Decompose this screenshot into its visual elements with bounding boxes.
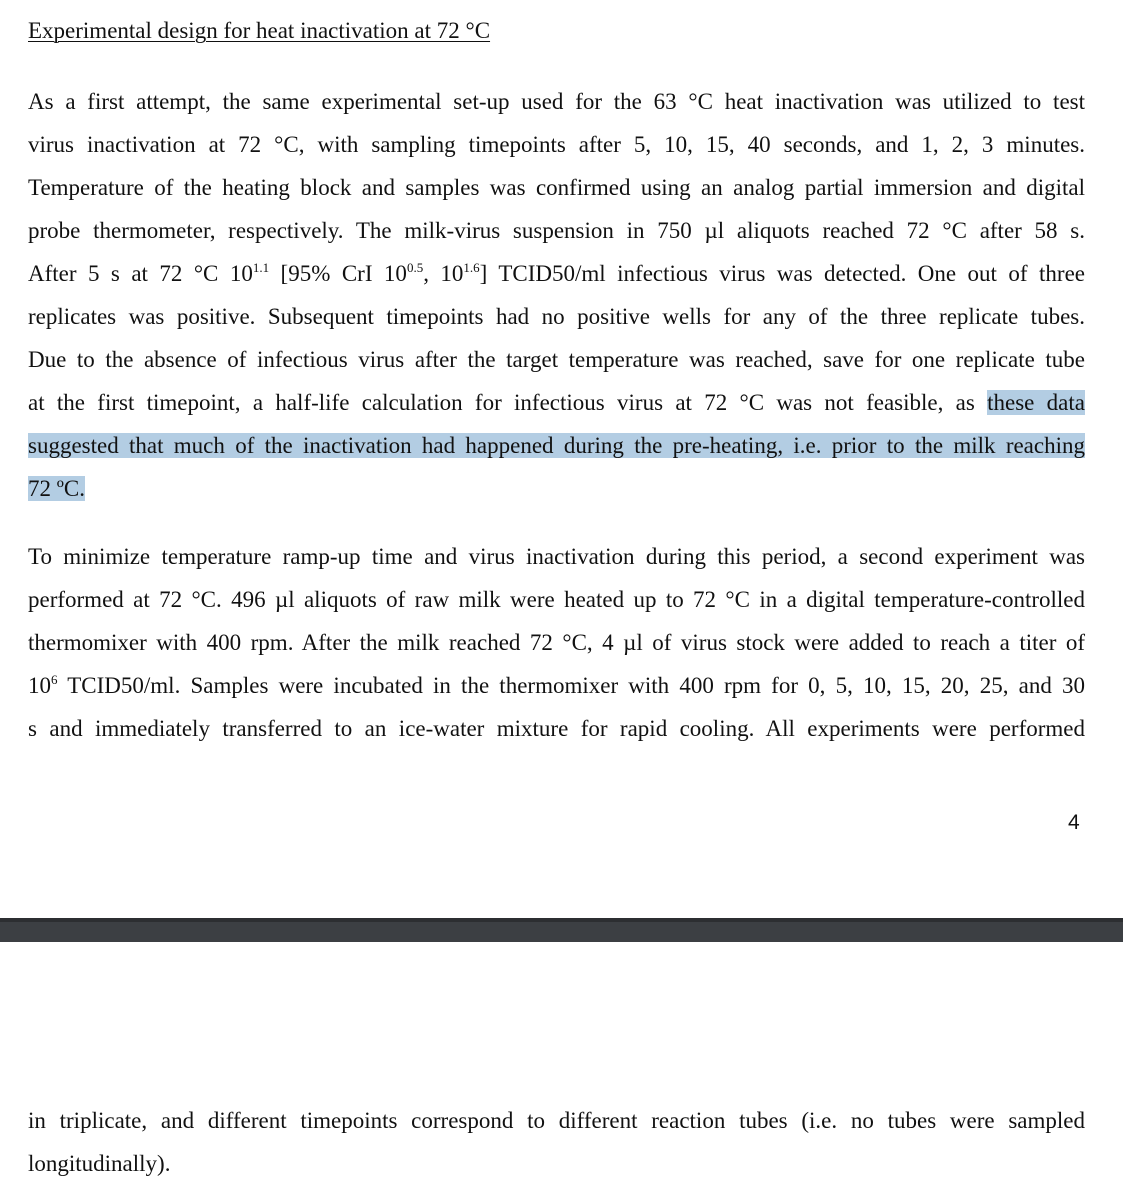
text-line-titer <box>28 664 1085 707</box>
text-line-highlighted[interactable] <box>28 467 1085 510</box>
text-line-partial-highlight[interactable] <box>28 381 1085 424</box>
text-line: thermomixer with 400 rpm. After the milk reached 72 °C, 4 µl of virus stock were added to reach a titer of <box>28 630 1085 655</box>
text-run: at the first timepoint, a half-life calculation for infectious virus at 72 °C was not feasible, as <box>28 390 988 415</box>
text-run: TCID50/ml. Samples were incubated in the thermomixer with 400 rpm for 0, 5, 10, 15, 20, 25, and 30 <box>57 673 1085 698</box>
paragraph-second-experiment <box>28 535 1085 750</box>
text-run: After 5 s at 72 °C 10 <box>28 261 253 286</box>
text-line-highlighted[interactable] <box>28 424 1085 467</box>
text-line: probe thermometer, respectively. The milk-virus suspension in 750 µl aliquots reached 72 °C after 58 s. <box>28 218 1085 243</box>
text-run: 10 <box>28 673 51 698</box>
superscript: 1.6 <box>463 260 480 275</box>
text-line: replicates was positive. Subsequent timepoints had no positive wells for any of the three replicate tubes. <box>28 304 1085 329</box>
text-run: [95% CrI 10 <box>269 261 407 286</box>
superscript: 6 <box>51 672 58 687</box>
section-heading: Experimental design for heat inactivation at 72 °C <box>28 18 491 43</box>
superscript: 1.1 <box>252 260 270 275</box>
highlighted-text[interactable]: 72 ºC. <box>28 476 85 501</box>
text-line: To minimize temperature ramp-up time and virus inactivation during this period, a second experiment was <box>28 544 1085 569</box>
text-line: longitudinally). <box>28 1151 171 1176</box>
text-line: in triplicate, and different timepoints correspond to different reaction tubes (i.e. no tubes were sampled <box>28 1108 1085 1133</box>
paragraph-first-attempt <box>28 80 1085 510</box>
text-line-titer <box>28 252 1085 295</box>
text-line: As a first attempt, the same experimental set-up used for the 63 °C heat inactivation was utilized to test <box>28 89 1085 114</box>
text-line: Due to the absence of infectious virus after the target temperature was reached, save for one replicate tube <box>28 347 1085 372</box>
text-line: performed at 72 °C. 496 µl aliquots of raw milk were heated up to 72 °C in a digital temperature-controlled <box>28 587 1085 612</box>
paragraph-continuation <box>28 1099 1085 1185</box>
text-line: virus inactivation at 72 °C, with sampling timepoints after 5, 10, 15, 40 seconds, and 1, 2, 3 minutes. <box>28 132 1085 157</box>
text-run: ] TCID50/ml infectious virus was detected. One out of three <box>479 261 1085 286</box>
page-number: 4 <box>1068 811 1080 834</box>
text-line: Temperature of the heating block and samples was confirmed using an analog partial immersion and digital <box>28 175 1085 200</box>
document-page-bottom <box>0 942 1123 1200</box>
highlighted-text[interactable]: suggested that much of the inactivation had happened during the pre-heating, i.e. prior to the milk reaching <box>28 433 1085 458</box>
text-line: s and immediately transferred to an ice-water mixture for rapid cooling. All experiments were performed <box>28 716 1085 741</box>
highlighted-text[interactable]: these data <box>987 390 1085 415</box>
page-separator-shadow <box>0 918 1123 922</box>
superscript: 0.5 <box>406 260 424 275</box>
text-run: , 10 <box>423 261 464 286</box>
